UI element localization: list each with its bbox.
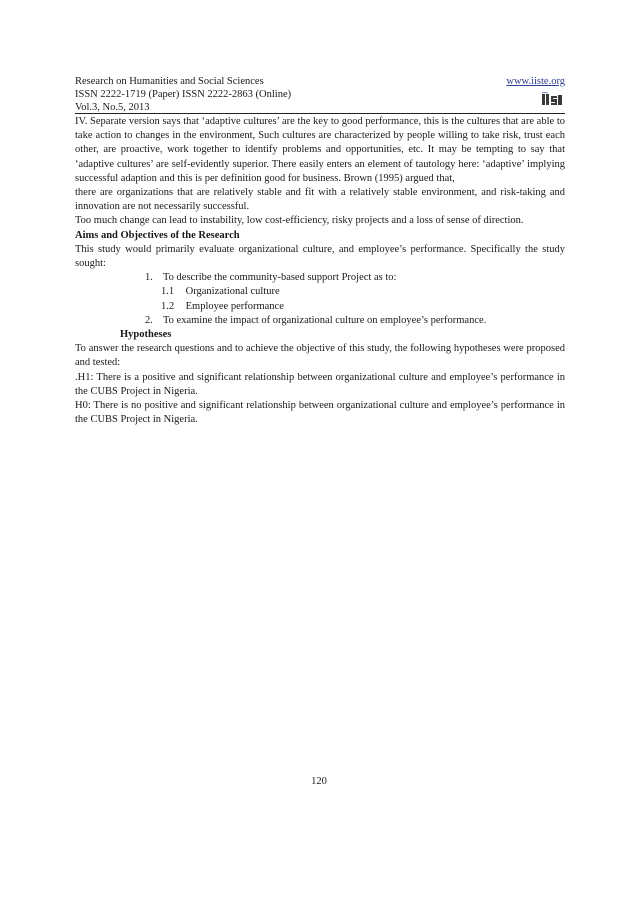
header-rule [75,113,565,114]
list-number: 1. [145,272,153,284]
hypothesis-h0: H0: There is no positive and significant relationship between organizational culture and employee’s performance in the CUBS Project in Nigeria. [75,400,565,426]
list-number: 2. [145,314,153,326]
hypothesis-h1: .H1: There is a positive and significant relationship between organizational culture and employee’s performance in the CUBS Project in Nigeria. [75,371,565,397]
paragraph-hypotheses-intro: To answer the research questions and to achieve the objective of this study, the following hypotheses were proposed and tested: [75,343,565,369]
paragraph-too-much-change: Too much change can lead to instability, low cost-efficiency, risky projects and a loss of sense of direction. [75,215,524,227]
journal-title: Research on Humanities and Social Sciences [75,76,264,87]
iiste-logo [541,91,563,107]
sub-list-number: 1.2 [161,300,175,312]
issn-line: ISSN 2222-1719 (Paper) ISSN 2222-2863 (Online) [75,89,292,100]
paragraph-stable-organizations: there are organizations that are relatively stable and fit with a relatively stable environment, and risk-taking and innovation are not necessarily successful. [75,187,565,213]
sub-list-item [75,300,565,314]
list-text: To examine the impact of organizational culture on employee’s performance. [163,314,487,326]
sub-list-number: 1.1 [161,286,175,298]
list-item [75,271,565,285]
volume-line: Vol.3, No.5, 2013 [75,102,150,113]
paragraph-study-aims: This study would primarily evaluate organizational culture, and employee’s performance. Specifically the study sought: [75,243,565,270]
sub-list-text: Organizational culture [185,286,280,298]
list-item [75,314,565,328]
section-heading-hypotheses: Hypotheses [120,329,172,341]
paragraph-adaptive-cultures: IV. Separate version says that ‘adaptive cultures’ are the key to good performance, this is the cultures that are able to take action to changes in the environment, Such cultures are characterized by people willing to take risk, trust each other, are proactive, work together to identify problems and opportunities, etc. It may be tempting to say that ‘adaptive cultures’ are self-evidently superior. There easily enters an element of tautology here: ‘adaptive’ implying successful adaption and this is per definition good for business. Brown (1995) argued that, [75,116,565,184]
sub-list-item [75,285,565,299]
page-header [75,75,565,114]
article-body [75,115,565,427]
section-heading-aims: Aims and Objectives of the Research [75,229,240,241]
objectives-list [75,271,565,328]
list-text: To describe the community-based support Project as to: [163,272,397,284]
sub-list-text: Employee performance [185,300,284,312]
journal-url-link[interactable]: www.iiste.org [506,76,565,87]
page-number: 120 [311,776,327,787]
